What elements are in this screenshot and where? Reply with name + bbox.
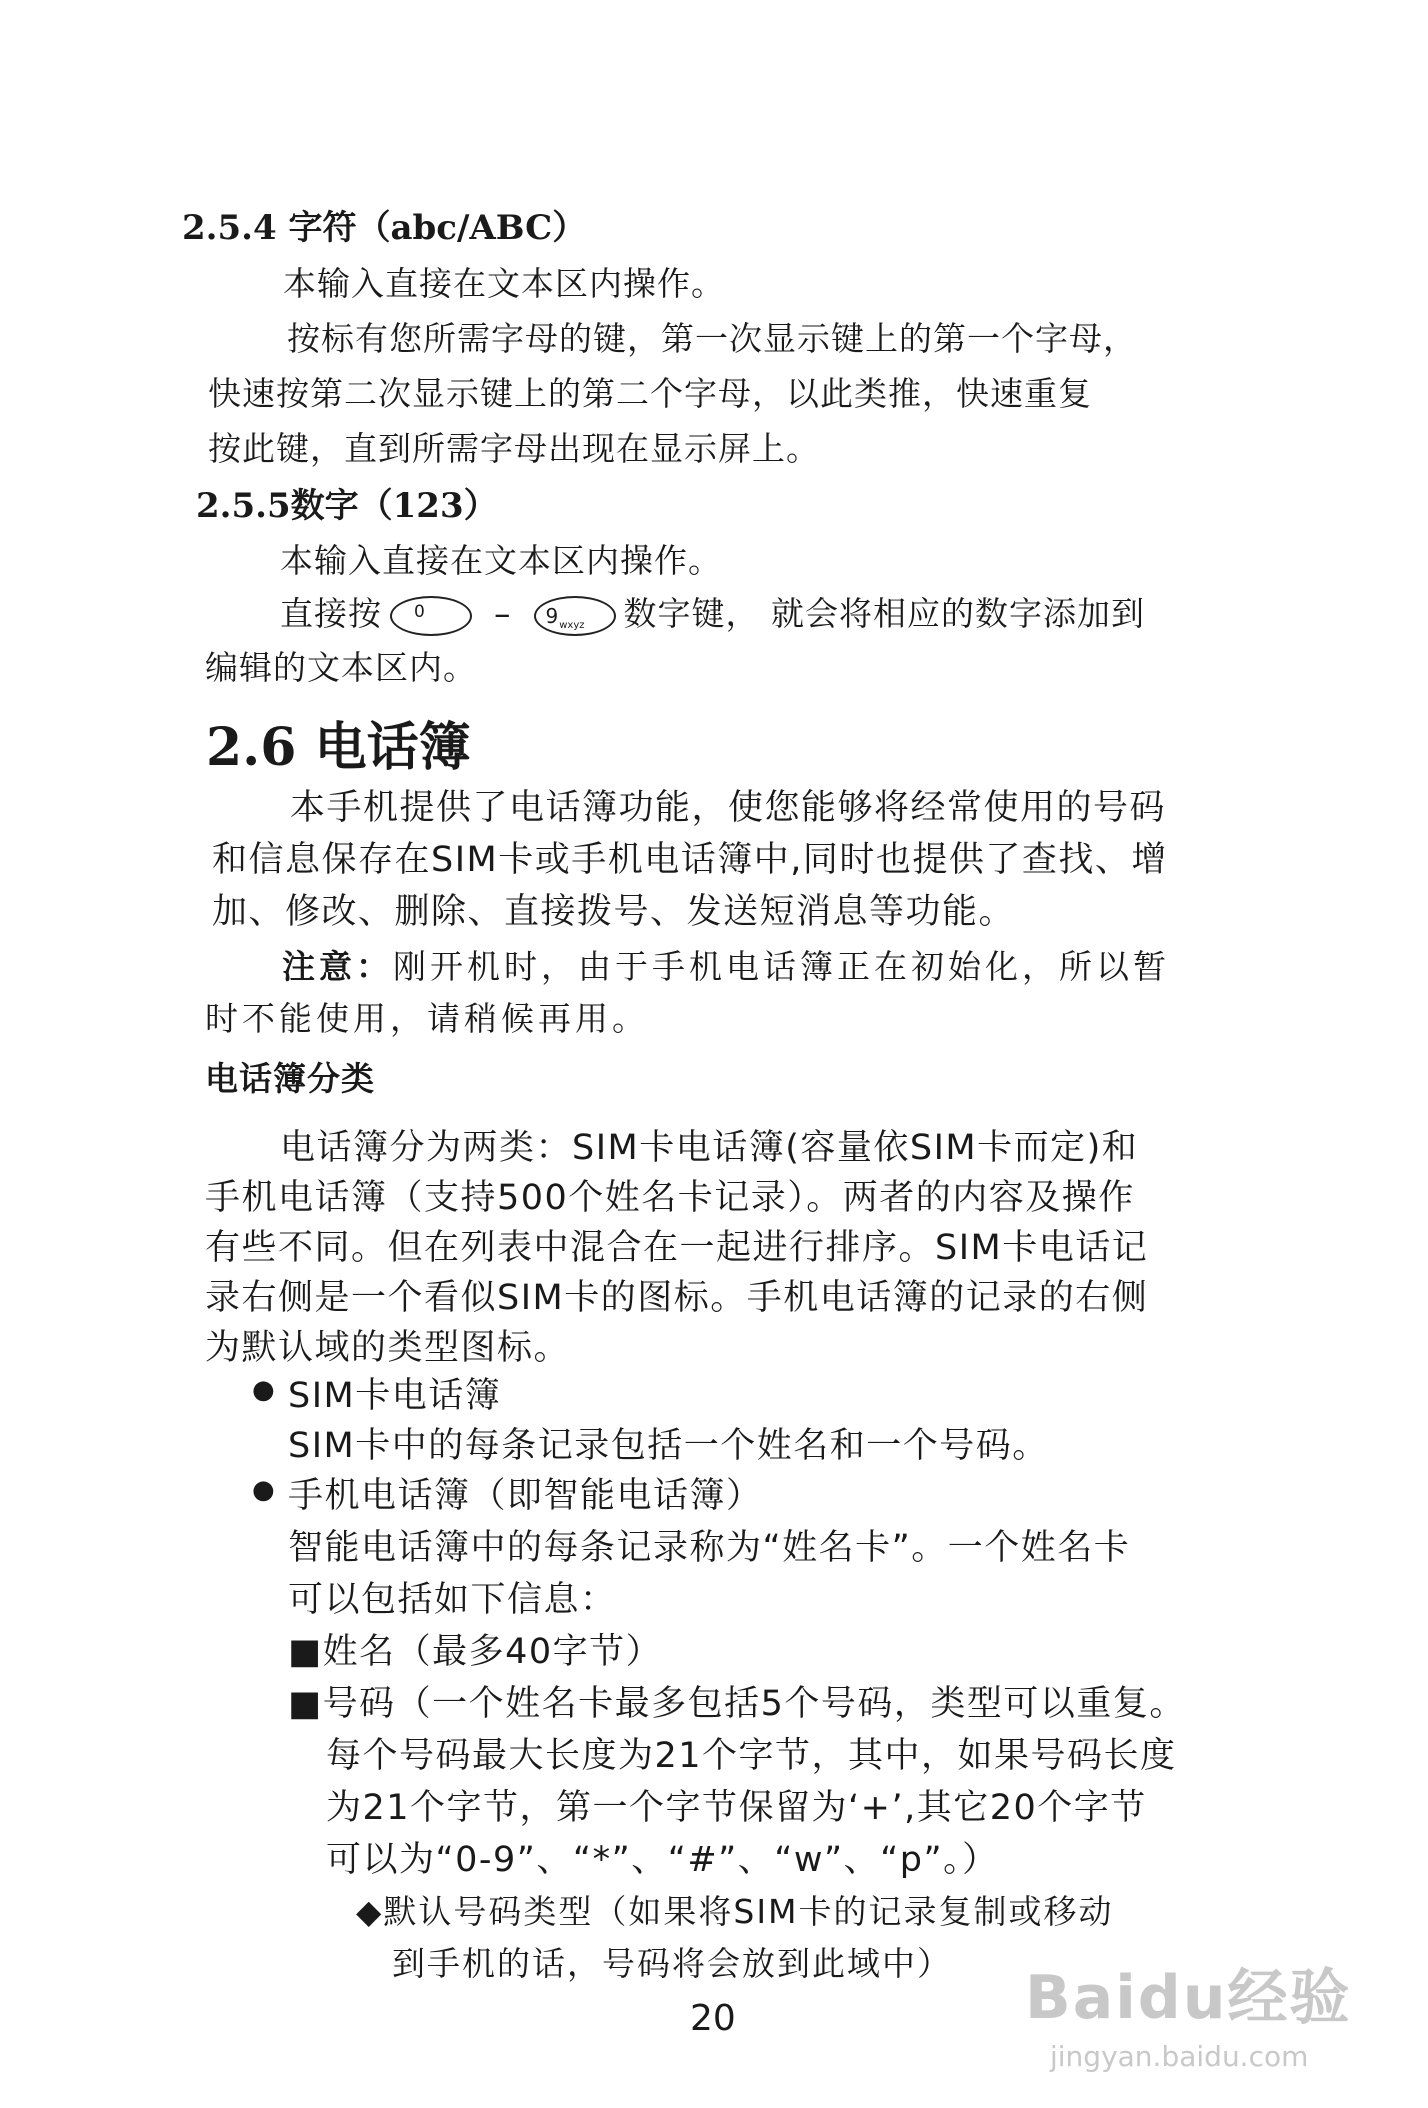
s26-paragraph-2-line-4: 录右侧是一个看似SIM卡的图标。手机电话簿的记录的右侧 — [205, 1278, 1149, 1318]
bullet-1-text: SIM卡中的每条记录包括一个姓名和一个号码。 — [288, 1426, 1049, 1466]
section-254-heading: 2.5.4 字符（abc/ABC） — [182, 208, 587, 248]
square-item-number-line-4: 可以为“0-9”、“*”、“#”、“w”、“p”。） — [326, 1840, 999, 1880]
note-line-1 — [282, 941, 1170, 988]
s255-paragraph-2-line-2: 编辑的文本区内。 — [205, 648, 477, 687]
section-26-heading: 2.6 电话簿 — [206, 717, 471, 778]
diamond-item-line-2: 到手机的话，号码将会放到此域中） — [392, 1944, 952, 1983]
s26-paragraph-2-line-1: 电话簿分为两类：SIM卡电话簿(容量依SIM卡而定)和 — [280, 1128, 1139, 1168]
s254-paragraph-2-line-2: 快速按第二次显示键上的第二个字母，以此类推，快速重复 — [208, 374, 1092, 413]
bullet-2-title: 手机电话簿（即智能电话簿） — [288, 1476, 763, 1516]
bullet-2-line-2: 可以包括如下信息： — [288, 1580, 617, 1620]
s255-paragraph-2-line-1 — [280, 588, 1145, 636]
square-item-number-line-2: 每个号码最大长度为21个字节，其中，如果号码长度 — [326, 1736, 1177, 1776]
s254-paragraph-2-line-1: 按标有您所需字母的键，第一次显示键上的第一个字母， — [287, 319, 1137, 358]
dash: – — [494, 594, 512, 633]
s255-text-post: 数字键， 就会将相应的数字添加到 — [623, 594, 1145, 633]
s255-text-pre: 直接按 — [280, 594, 382, 633]
bullet-dot-icon: ● — [252, 1475, 275, 1505]
square-item-number-line-3: 为21个字节，第一个字节保留为‘+’,其它20个字节 — [326, 1788, 1147, 1828]
s255-paragraph-1: 本输入直接在文本区内操作。 — [280, 541, 722, 580]
bullet-2-line-1: 智能电话簿中的每条记录称为“姓名卡”。一个姓名卡 — [288, 1528, 1131, 1568]
key-zero-icon: 0 — [390, 596, 472, 636]
s26-paragraph-2-line-5: 为默认域的类型图标。 — [205, 1328, 571, 1368]
phonebook-category-heading: 电话簿分类 — [205, 1059, 375, 1098]
s26-paragraph-1-line-3: 加、修改、删除、直接拨号、发送短消息等功能。 — [212, 892, 1016, 932]
page-number: 20 — [690, 1998, 736, 2039]
note-line-2: 时不能使用，请稍候再用。 — [205, 999, 649, 1038]
s26-paragraph-1-line-1: 本手机提供了电话簿功能，使您能够将经常使用的号码 — [290, 788, 1167, 828]
section-255-heading: 2.5.5数字（123） — [196, 486, 498, 526]
s26-paragraph-2-line-2: 手机电话簿（支持500个姓名卡记录）。两者的内容及操作 — [205, 1178, 1135, 1218]
s26-paragraph-2-line-3: 有些不同。但在列表中混合在一起进行排序。SIM卡电话记 — [205, 1228, 1149, 1268]
bullet-1-title: SIM卡电话簿 — [288, 1376, 502, 1416]
square-item-name: ■姓名（最多40字节） — [288, 1632, 663, 1672]
diamond-item-line-1: ◆默认号码类型（如果将SIM卡的记录复制或移动 — [356, 1892, 1114, 1931]
note-label: 注意： — [282, 947, 393, 986]
s254-paragraph-1: 本输入直接在文本区内操作。 — [283, 264, 725, 303]
s254-paragraph-2-line-3: 按此键，直到所需字母出现在显示屏上。 — [208, 429, 820, 468]
note-text: 刚开机时，由于手机电话簿正在初始化，所以暂 — [393, 947, 1170, 986]
key-nine-icon: $9_{wxyz}$ — [534, 596, 616, 636]
watermark-url: jingyan.baidu.com — [1050, 2040, 1309, 2073]
bullet-dot-icon: ● — [252, 1375, 275, 1405]
s26-paragraph-1-line-2: 和信息保存在SIM卡或手机电话簿中,同时也提供了查找、增 — [212, 840, 1168, 880]
square-item-number-line-1: ■号码（一个姓名卡最多包括5个号码，类型可以重复。 — [288, 1684, 1186, 1724]
baidu-jingyan-logo: Baidu经验 — [1025, 1963, 1352, 2033]
